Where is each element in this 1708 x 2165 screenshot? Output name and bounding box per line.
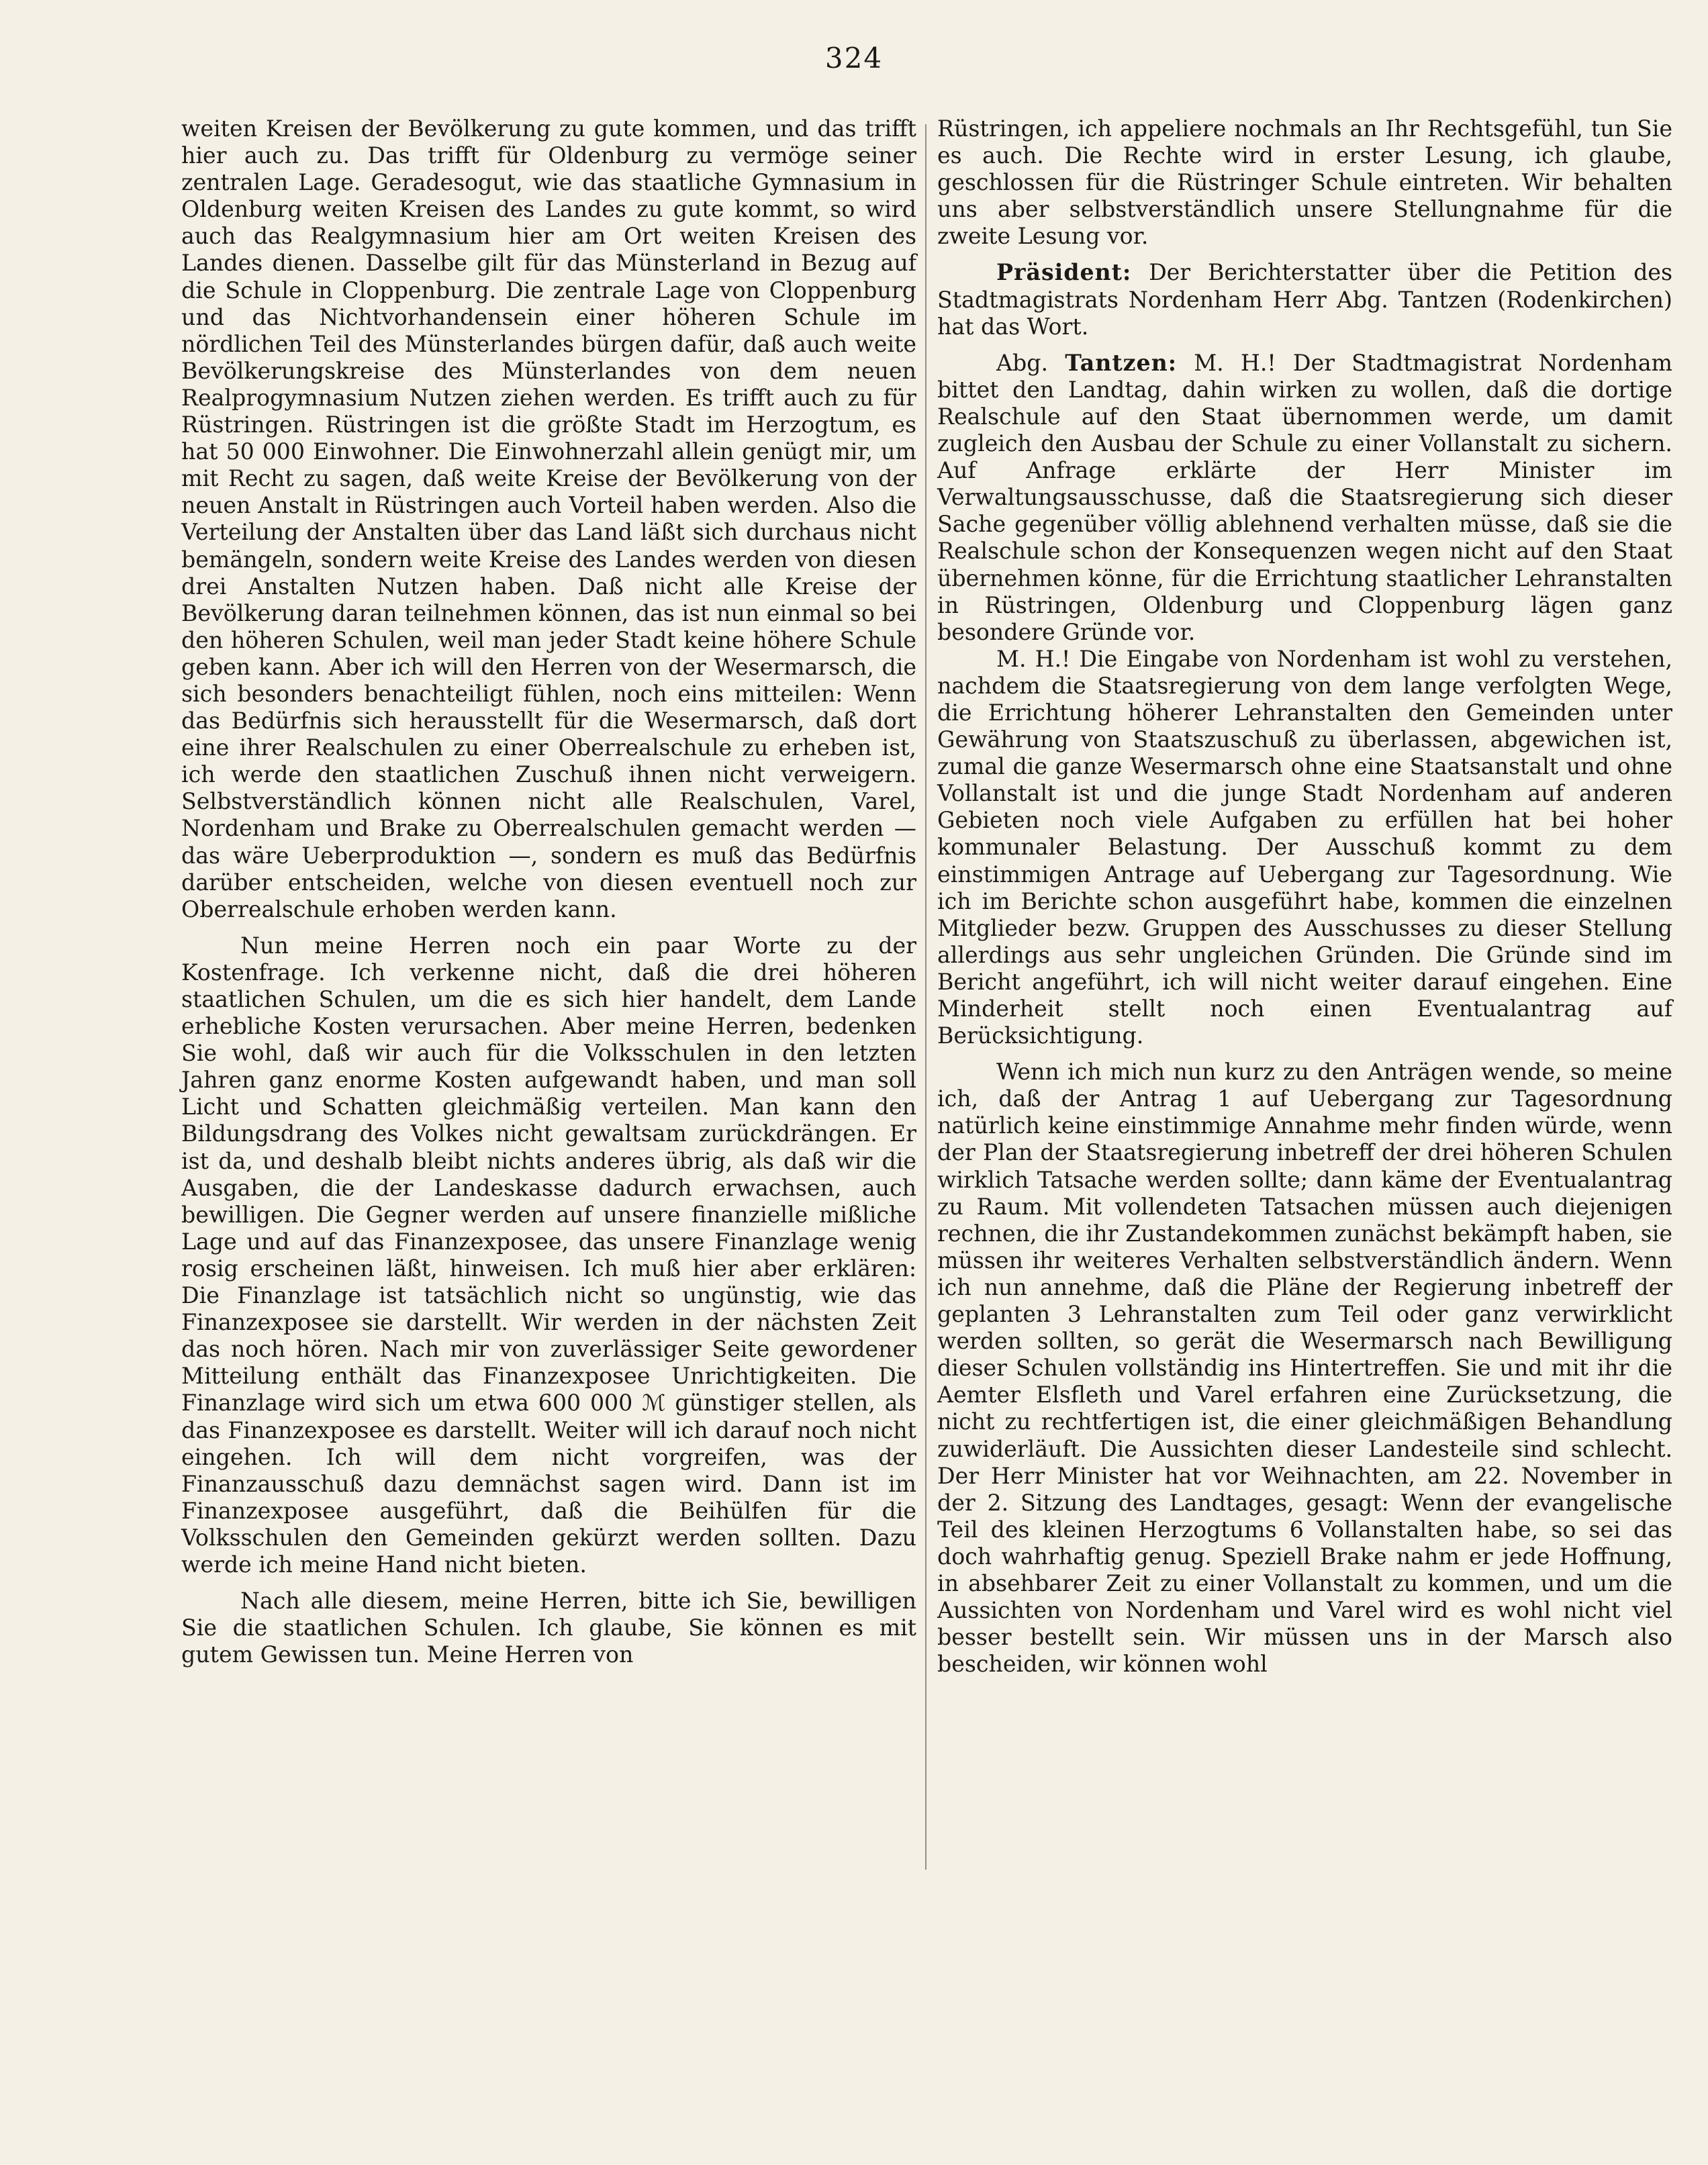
page-number: 324 bbox=[824, 42, 884, 75]
paragraph-president bbox=[937, 259, 1672, 340]
left-column bbox=[181, 115, 916, 1668]
right-column bbox=[937, 115, 1672, 1678]
paragraph-left-1: weiten Kreisen der Bevölkerung zu gute kommen, und das trifft hier auch zu. Das trifft für Oldenburg zu vermöge seiner zentralen Lage. Geradesogut, wie das staatliche Gymnasium in Oldenburg weiten Kreisen des Landes zu gute kommt, so wird auch das Realgymnasium hier am Ort weiten Kreisen des Landes dienen. Dasselbe gilt für das Münsterland in Bezug auf die Schule in Cloppenburg. Die zentrale Lage von Cloppenburg und das Nichtvorhandensein einer höheren Schule im nördlichen Teil des Münsterlandes bürgen dafür, daß auch weite Bevölkerungskreise des Münsterlandes von dem neuen Realprogymnasium Nutzen ziehen werden. Es trifft auch zu für Rüstringen. Rüstringen ist die größte Stadt im Herzogtum, es hat 50 000 Einwohner. Die Einwohnerzahl allein genügt mir, um mit Recht zu sagen, daß weite Kreise der Bevölkerung von der neuen Anstalt in Rüstringen auch Vorteil haben werden. Also die Verteilung der Anstalten über das Land läßt sich durchaus nicht bemängeln, sondern weite Kreise des Landes werden von diesen drei Anstalten Nutzen haben. Daß nicht alle Kreise der Bevölkerung daran teilnehmen können, das ist nun einmal so bei den höheren Schulen, weil man jeder Stadt keine höhere Schule geben kann. Aber ich will den Herren von der Wesermarsch, die sich besonders benachteiligt fühlen, noch eins mitteilen: Wenn das Bedürfnis sich herausstellt für die Wesermarsch, daß dort eine ihrer Realschulen zu einer Oberrealschule zu erheben ist, ich werde den staatlichen Zuschuß ihnen nicht verweigern. Selbstverständlich können nicht alle Realschulen, Varel, Nordenham und Brake zu Oberrealschulen gemacht werden — das wäre Ueberproduktion —, sondern es muß das Bedürfnis darüber entscheiden, welche von diesen eventuell noch zur Oberrealschule erhoben werden kann. bbox=[181, 115, 916, 922]
speaker-prefix: Abg. bbox=[996, 349, 1049, 376]
paragraph-left-3: Nach alle diesem, meine Herren, bitte ich Sie, bewilligen Sie die staatlichen Schulen. Ich glaube, Sie können es mit gutem Gewissen tun. Meine Herren von bbox=[181, 1588, 916, 1668]
paragraph-left-2: Nun meine Herren noch ein paar Worte zu der Kostenfrage. Ich verkenne nicht, daß die drei höheren staatlichen Schulen, um die es sich hier handelt, dem Lande erhebliche Kosten verursachen. Aber meine Herren, bedenken Sie wohl, daß wir auch für die Volksschulen in den letzten Jahren ganz enorme Kosten aufgewandt haben, und man soll Licht und Schatten gleichmäßig verteilen. Man kann den Bildungsdrang des Volkes nicht gewaltsam zurückdrängen. Er ist da, und deshalb bleibt nichts anderes übrig, als daß wir die Ausgaben, die der Landeskasse dadurch erwachsen, auch bewilligen. Die Gegner werden auf unsere finanzielle mißliche Lage und auf das Finanzexposee, das unsere Finanzlage wenig rosig erscheinen läßt, hinweisen. Ich muß hier aber erklären: Die Finanzlage ist tatsächlich nicht so ungünstig, wie das Finanzexposee sie darstellt. Wir werden in der nächsten Zeit das noch hören. Nach mir von zuverlässiger Seite gewordener Mitteilung enthält das Finanzexposee Unrichtigkeiten. Die Finanzlage wird sich um etwa 600 000 ℳ günstiger stellen, als das Finanzexposee es darstellt. Weiter will ich darauf noch nicht eingehen. Ich will dem nicht vorgreifen, was der Finanzausschuß dazu demnächst sagen wird. Dann ist im Finanzexposee ausgeführt, daß die Beihülfen für die Volksschulen den Gemeinden gekürzt werden sollten. Dazu werde ich meine Hand nicht bieten. bbox=[181, 932, 916, 1578]
column-divider bbox=[925, 124, 927, 1870]
president-text: Der Berichterstatter über die Petition des Stadtmagistrats Nordenham Herr Abg. Tantzen (Rodenkirchen) hat das Wort. bbox=[937, 259, 1672, 340]
tantzen-text: M. H.! Der Stadtmagistrat Nordenham bittet den Landtag, dahin wirken zu wollen, daß die dortige Realschule auf den Staat übernommen werde, um damit zugleich den Ausbau der Schule zu einer Vollanstalt zu sichern. Auf Anfrage erklärte der Herr Minister im Verwaltungsausschusse, daß die Staatsregierung sich dieser Sache gegenüber völlig ablehnend verhalten müsse, daß sie die Realschule schon der Konsequenzen wegen nicht auf den Staat übernehmen könne, für die Errichtung staatlicher Lehranstalten in Rüstringen, Oldenburg und Cloppenburg lägen ganz besondere Gründe vor. bbox=[937, 349, 1672, 645]
paragraph-tantzen bbox=[937, 350, 1672, 646]
speaker-label-president: Präsident: bbox=[996, 259, 1132, 286]
speaker-label-tantzen: Tantzen: bbox=[1065, 349, 1178, 376]
paragraph-right-antraege: Wenn ich mich nun kurz zu den Anträgen wende, so meine ich, daß der Antrag 1 auf Uebergang zur Tagesordnung natürlich keine einstimmige Annahme mehr finden würde, wenn der Plan der Staatsregierung inbetreff der drei höheren Schulen wirklich Tatsache werden sollte; dann käme der Eventualantrag zu Raum. Mit vollendeten Tatsachen müssen auch diejenigen rechnen, die ihr Zustandekommen zunächst bekämpft haben, sie müssen ihr weiteres Verhalten selbstverständlich ändern. Wenn ich nun annehme, daß die Pläne der Regierung inbetreff der geplanten 3 Lehranstalten zum Teil oder ganz verwirklicht werden sollten, so gerät die Wesermarsch nach Bewilligung dieser Schulen vollständig ins Hintertreffen. Sie und mit ihr die Aemter Elsfleth und Varel erfahren eine Zurücksetzung, die nicht zu rechtfertigen ist, die einer gleichmäßigen Behandlung zuwiderläuft. Die Aussichten dieser Landesteile sind schlecht. Der Herr Minister hat vor Weihnachten, am 22. November in der 2. Sitzung des Landtages, gesagt: Wenn der evangelische Teil des kleinen Herzogtums 6 Vollanstalten habe, so sei das doch wahrhaftig genug. Speziell Brake nahm er jede Hoffnung, in absehbarer Zeit zu einer Vollanstalt zu kommen, und um die Aussichten von Nordenham und Varel wird es wohl nicht viel besser bestellt sein. Wir müssen uns in der Marsch also bescheiden, wir können wohl bbox=[937, 1059, 1672, 1678]
paragraph-right-opening: Rüstringen, ich appeliere nochmals an Ihr Rechtsgefühl, tun Sie es auch. Die Rechte wird in erster Lesung, ich glaube, geschlossen für die Rüstringer Schule eintreten. Wir behalten uns aber selbstverständlich unsere Stellungnahme für die zweite Lesung vor. bbox=[937, 115, 1672, 250]
paragraph-right-mh: M. H.! Die Eingabe von Nordenham ist wohl zu verstehen, nachdem die Staatsregierung von dem lange verfolgten Wege, die Errichtung höherer Lehranstalten den Gemeinden unter Gewährung von Staatszuschuß zu überlassen, abgewichen ist, zumal die ganze Wesermarsch ohne eine Staatsanstalt und ohne Vollanstalt ist und die junge Stadt Nordenham auf anderen Gebieten noch viele Aufgaben zu erfüllen hat bei hoher kommunaler Belastung. Der Ausschuß kommt zu dem einstimmigen Antrage auf Uebergang zur Tagesordnung. Wie ich im Berichte schon ausgeführt habe, kommen die einzelnen Mitglieder bezw. Gruppen des Ausschusses zu dieser Stellung allerdings aus sehr ungleichen Gründen. Die Gründe sind im Bericht angeführt, ich will nicht weiter darauf eingehen. Eine Minderheit stellt noch einen Eventualantrag auf Berücksichtigung. bbox=[937, 645, 1672, 1049]
